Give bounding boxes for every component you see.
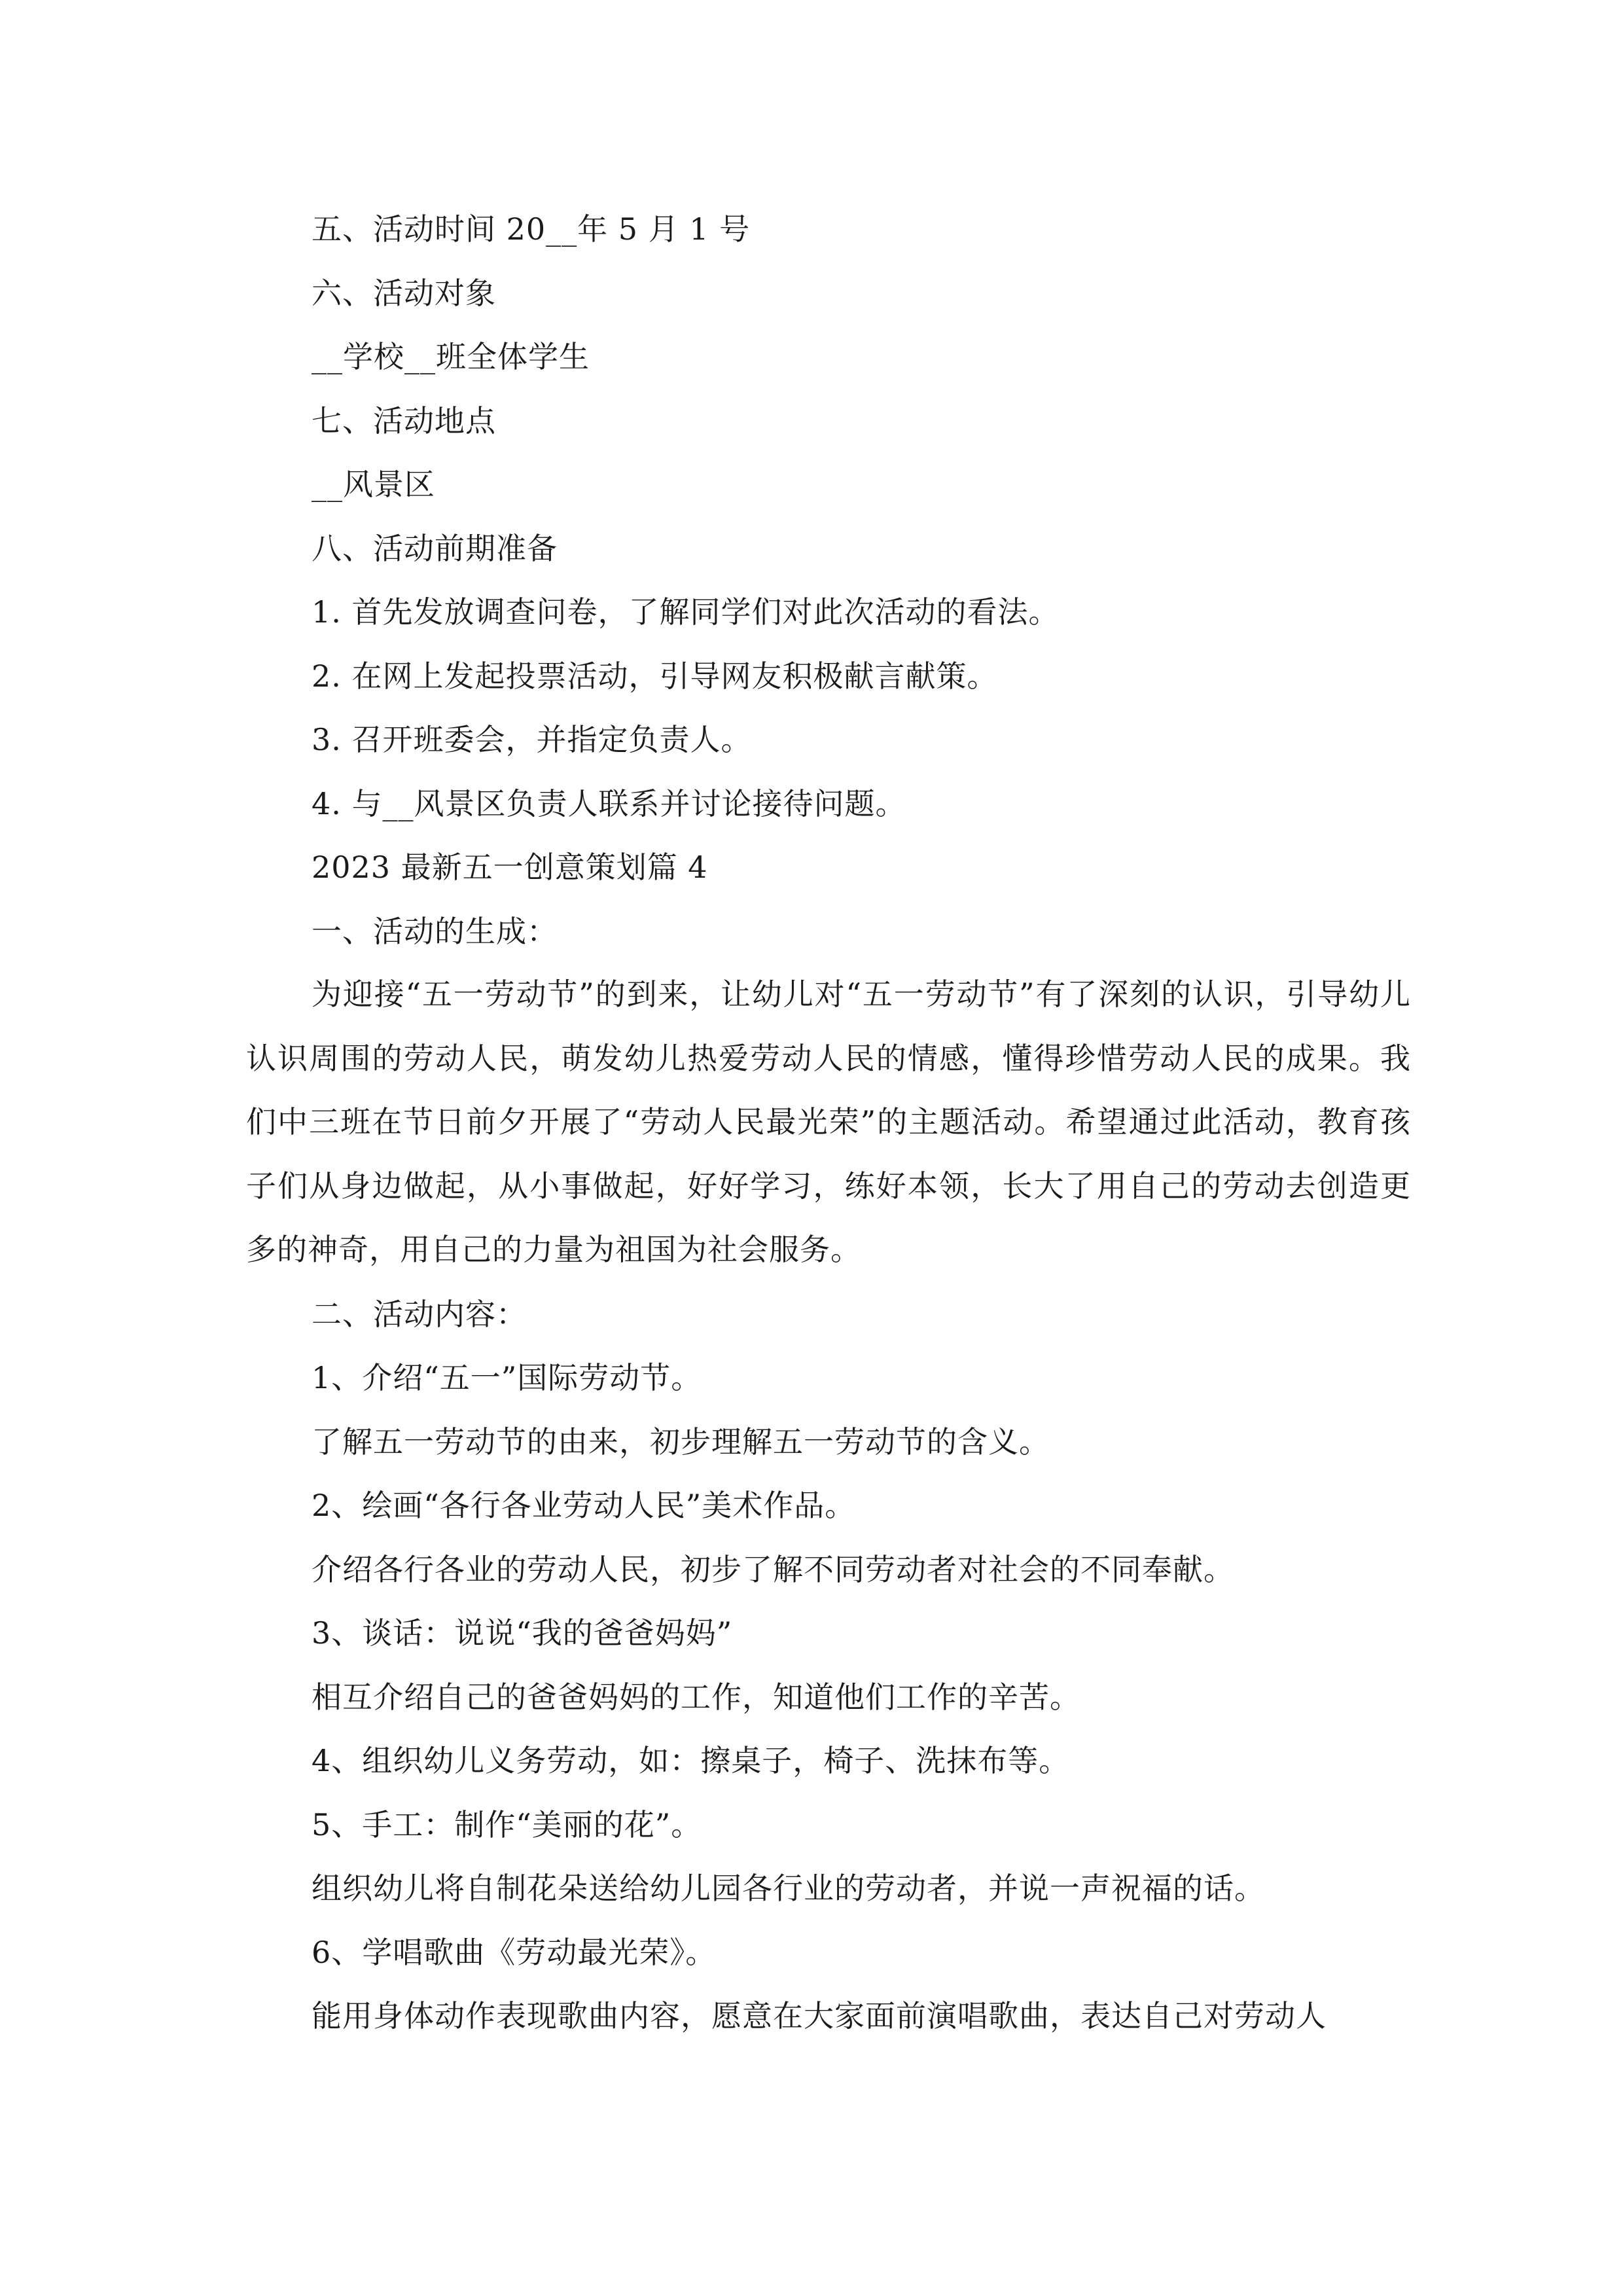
section-heading: 2023 最新五一创意策划篇 4 (312, 850, 708, 885)
text-line: __学校__班全体学生 (312, 339, 590, 374)
text-line: 4. 与__风景区负责人联系并讨论接待问题。 (312, 786, 906, 821)
text-line: 3. 召开班委会，并指定负责人。 (312, 722, 752, 757)
text-line: 了解五一劳动节的由来，初步理解五一劳动节的含义。 (312, 1424, 1050, 1460)
text-line: 一、活动的生成： (312, 914, 558, 949)
text-line: 八、活动前期准备 (312, 531, 558, 566)
text-line: 五、活动时间 20__年 5 月 1 号 (312, 211, 751, 247)
text-line: 4、组织幼儿义务劳动，如：擦桌子，椅子、洗抹布等。 (312, 1743, 1070, 1778)
text-line: 6、学唱歌曲《劳动最光荣》。 (312, 1935, 717, 1970)
text-line: 六、活动对象 (312, 276, 496, 311)
text-line: 能用身体动作表现歌曲内容，愿意在大家面前演唱歌曲，表达自己对劳动人 (312, 1998, 1327, 2034)
text-line: 相互介绍自己的爸爸妈妈的工作，知道他们工作的辛苦。 (312, 1679, 1080, 1715)
text-line: 2. 在网上发起投票活动，引导网友积极献言献策。 (312, 658, 998, 694)
text-line: 1、介绍“五一”国际劳动节。 (312, 1360, 702, 1395)
intro-paragraph: 为迎接“五一劳动节”的到来，让幼儿对“五一劳动节”有了深刻的认识，引导幼儿认识周围的劳动人民，萌发幼儿热爱劳动人民的情感，懂得珍惜劳动人民的成果。我们中三班在节日前夕开展了“劳动人民最光荣”的主题活动。希望通过此活动，教育孩子们从身边做起，从小事做起，好好学习，练好本领，长大了用自己的劳动去创造更多的神奇，用自己的力量为祖国为社会服务。 (246, 977, 1411, 1267)
text-line: 1. 首先发放调查问卷，了解同学们对此次活动的看法。 (312, 594, 1060, 630)
text-line: 2、绘画“各行各业劳动人民”美术作品。 (312, 1488, 856, 1523)
text-line: __风景区 (312, 467, 435, 502)
text-line: 5、手工：制作“美丽的花”。 (312, 1807, 702, 1842)
text-line: 组织幼儿将自制花朵送给幼儿园各行业的劳动者，并说一声祝福的话。 (312, 1871, 1265, 1906)
text-line: 七、活动地点 (312, 403, 496, 439)
text-line: 3、谈话：说说“我的爸爸妈妈” (312, 1615, 733, 1651)
text-line: 介绍各行各业的劳动人民，初步了解不同劳动者对社会的不同奉献。 (312, 1552, 1234, 1587)
text-line: 二、活动内容： (312, 1297, 527, 1332)
